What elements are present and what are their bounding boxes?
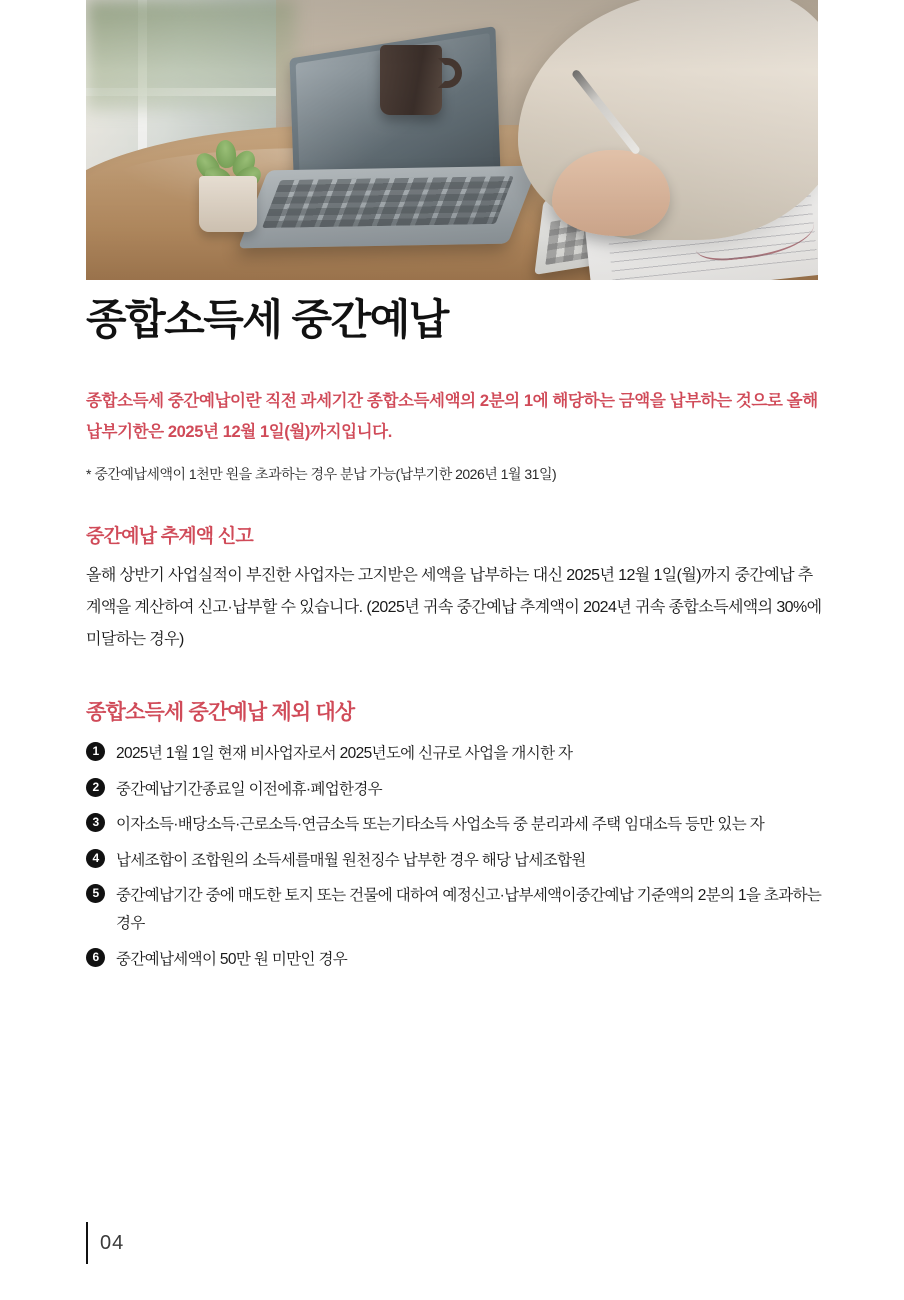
- list-item: [86, 882, 822, 937]
- list-item: [86, 776, 822, 804]
- list-item: [86, 946, 822, 974]
- list-item-text: 중간예납기간종료일 이전에휴·폐업한경우: [116, 780, 382, 798]
- hero-vignette: [86, 0, 818, 280]
- section-body-estimate-report: 올해 상반기 사업실적이 부진한 사업자는 고지받은 세액을 납부하는 대신 2025년 12월 1일(월)까지 중간예납 추계액을 계산하여 신고·납부할 수 있습니다. (2025년 귀속 중간예납 추계액이 2024년 귀속 종합소득세액의 30%에 미달하는 경우): [86, 567, 822, 649]
- page-footer: [86, 1222, 124, 1264]
- page-number: 04: [100, 1231, 125, 1254]
- hero-scene: [86, 0, 818, 280]
- list-number-icon: 6: [86, 948, 105, 967]
- lead-paragraph: 종합소득세 중간예납이란 직전 과세기간 종합소득세액의 2분의 1에 해당하는 금액을 납부하는 것으로 올해 납부기한은 2025년 12월 1일(월)까지입니다.: [86, 392, 818, 441]
- list-number-icon: 4: [86, 849, 105, 868]
- list-item-text: 납세조합이 조합원의 소득세를매월 원천징수 납부한 경우 해당 납세조합원: [116, 851, 586, 869]
- list-item: [86, 740, 822, 768]
- list-item-text: 중간예납세액이 50만 원 미만인 경우: [116, 950, 348, 968]
- list-item-text: 이자소득·배당소득·근로소득·연금소득 또는기타소득 사업소득 중 분리과세 주택 임대소득 등만 있는 자: [116, 816, 765, 834]
- section-heading-estimate-report: 중간예납 추계액 신고: [86, 526, 253, 548]
- footnote-installment: * 중간예납세액이 1천만 원을 초과하는 경우 분납 가능(납부기한 2026년 1월 31일): [86, 466, 557, 483]
- list-item: [86, 811, 822, 839]
- list-number-icon: 3: [86, 813, 105, 832]
- list-number-icon: 5: [86, 884, 105, 903]
- page-title: 종합소득세 중간예납: [86, 296, 448, 343]
- list-number-icon: 2: [86, 778, 105, 797]
- list-item-text: 중간예납기간 중에 매도한 토지 또는 건물에 대하여 예정신고·납부세액이중간예납 기준액의 2분의 1을 초과하는 경우: [116, 887, 822, 933]
- list-item: [86, 847, 822, 875]
- hero-image: [86, 0, 818, 280]
- document-content: [86, 296, 822, 981]
- footer-divider: [86, 1222, 88, 1264]
- list-item-text: 2025년 1월 1일 현재 비사업자로서 2025년도에 신규로 사업을 개시한 자: [116, 745, 573, 763]
- list-number-icon: 1: [86, 742, 105, 761]
- section-heading-exclusions: 종합소득세 중간예납 제외 대상: [86, 701, 355, 725]
- exclusion-list: [86, 740, 822, 973]
